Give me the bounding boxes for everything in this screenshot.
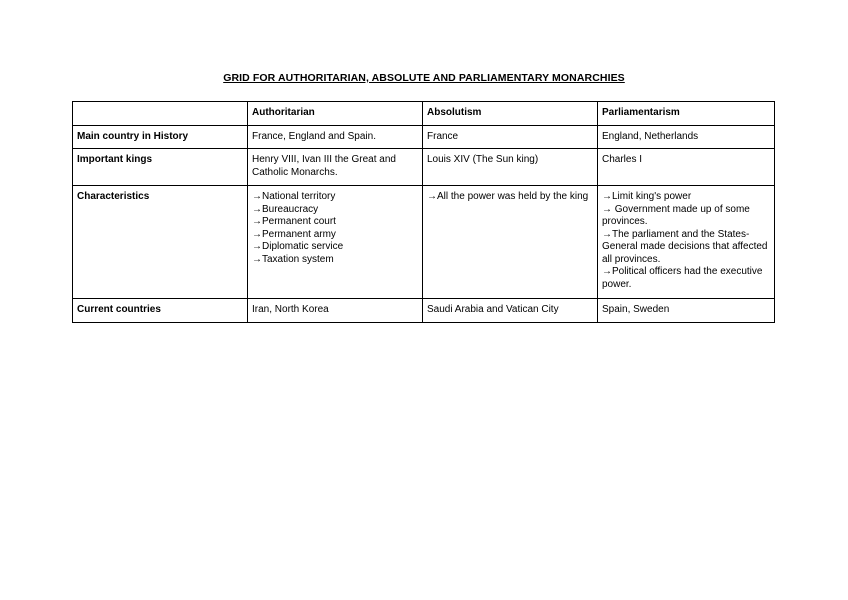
characteristic-item: →Diplomatic service [252, 241, 344, 252]
cell-main-country-authoritarian: France, England and Spain. [248, 125, 423, 149]
table-header-row [73, 102, 775, 126]
table-row [73, 149, 775, 186]
cell-main-country-parliamentarism: England, Netherlands [598, 125, 775, 149]
characteristic-item: →Political officers had the executive power. [602, 266, 763, 290]
characteristic-item: →Bureaucracy [252, 203, 319, 215]
row-label-main-country: Main country in History [73, 125, 248, 149]
characteristic-item: → Government made up of some provinces. [602, 203, 750, 227]
characteristic-item: →Limit king's power [602, 191, 692, 202]
characteristic-item: →Permanent army [252, 228, 336, 240]
cell-kings-authoritarian: Henry VIII, Ivan III the Great and Catholic Monarchs. [248, 149, 423, 186]
cell-current-absolutism: Saudi Arabia and Vatican City [423, 299, 598, 323]
cell-kings-absolutism: Louis XIV (The Sun king) [423, 149, 598, 186]
characteristic-item: →Taxation system [252, 253, 334, 265]
table-row [73, 299, 775, 323]
table-row [73, 125, 775, 149]
characteristic-item: →Permanent court [252, 216, 336, 227]
table-row [73, 186, 775, 299]
cell-kings-parliamentarism: Charles I [598, 149, 775, 186]
document-title: GRID FOR AUTHORITARIAN, ABSOLUTE AND PARLIAMENTARY MONARCHIES [223, 72, 625, 84]
characteristic-item: →National territory [252, 191, 336, 202]
header-cell-parliamentarism: Parliamentarism [598, 102, 775, 126]
cell-current-parliamentarism: Spain, Sweden [598, 299, 775, 323]
row-label-important-kings: Important kings [73, 149, 248, 186]
header-cell-empty [73, 102, 248, 126]
header-cell-absolutism: Absolutism [423, 102, 598, 126]
row-label-characteristics: Characteristics [73, 186, 248, 299]
cell-characteristics-absolutism [423, 186, 598, 299]
monarchies-grid-table [72, 101, 775, 323]
cell-current-authoritarian: Iran, North Korea [248, 299, 423, 323]
row-label-current-countries: Current countries [73, 299, 248, 323]
cell-main-country-absolutism: France [423, 125, 598, 149]
header-cell-authoritarian: Authoritarian [248, 102, 423, 126]
characteristic-item: →All the power was held by the king [427, 191, 589, 202]
cell-characteristics-parliamentarism [598, 186, 775, 299]
cell-characteristics-authoritarian [248, 186, 423, 299]
characteristic-item: →The parliament and the States-General made decisions that affected all provinces. [602, 228, 768, 265]
